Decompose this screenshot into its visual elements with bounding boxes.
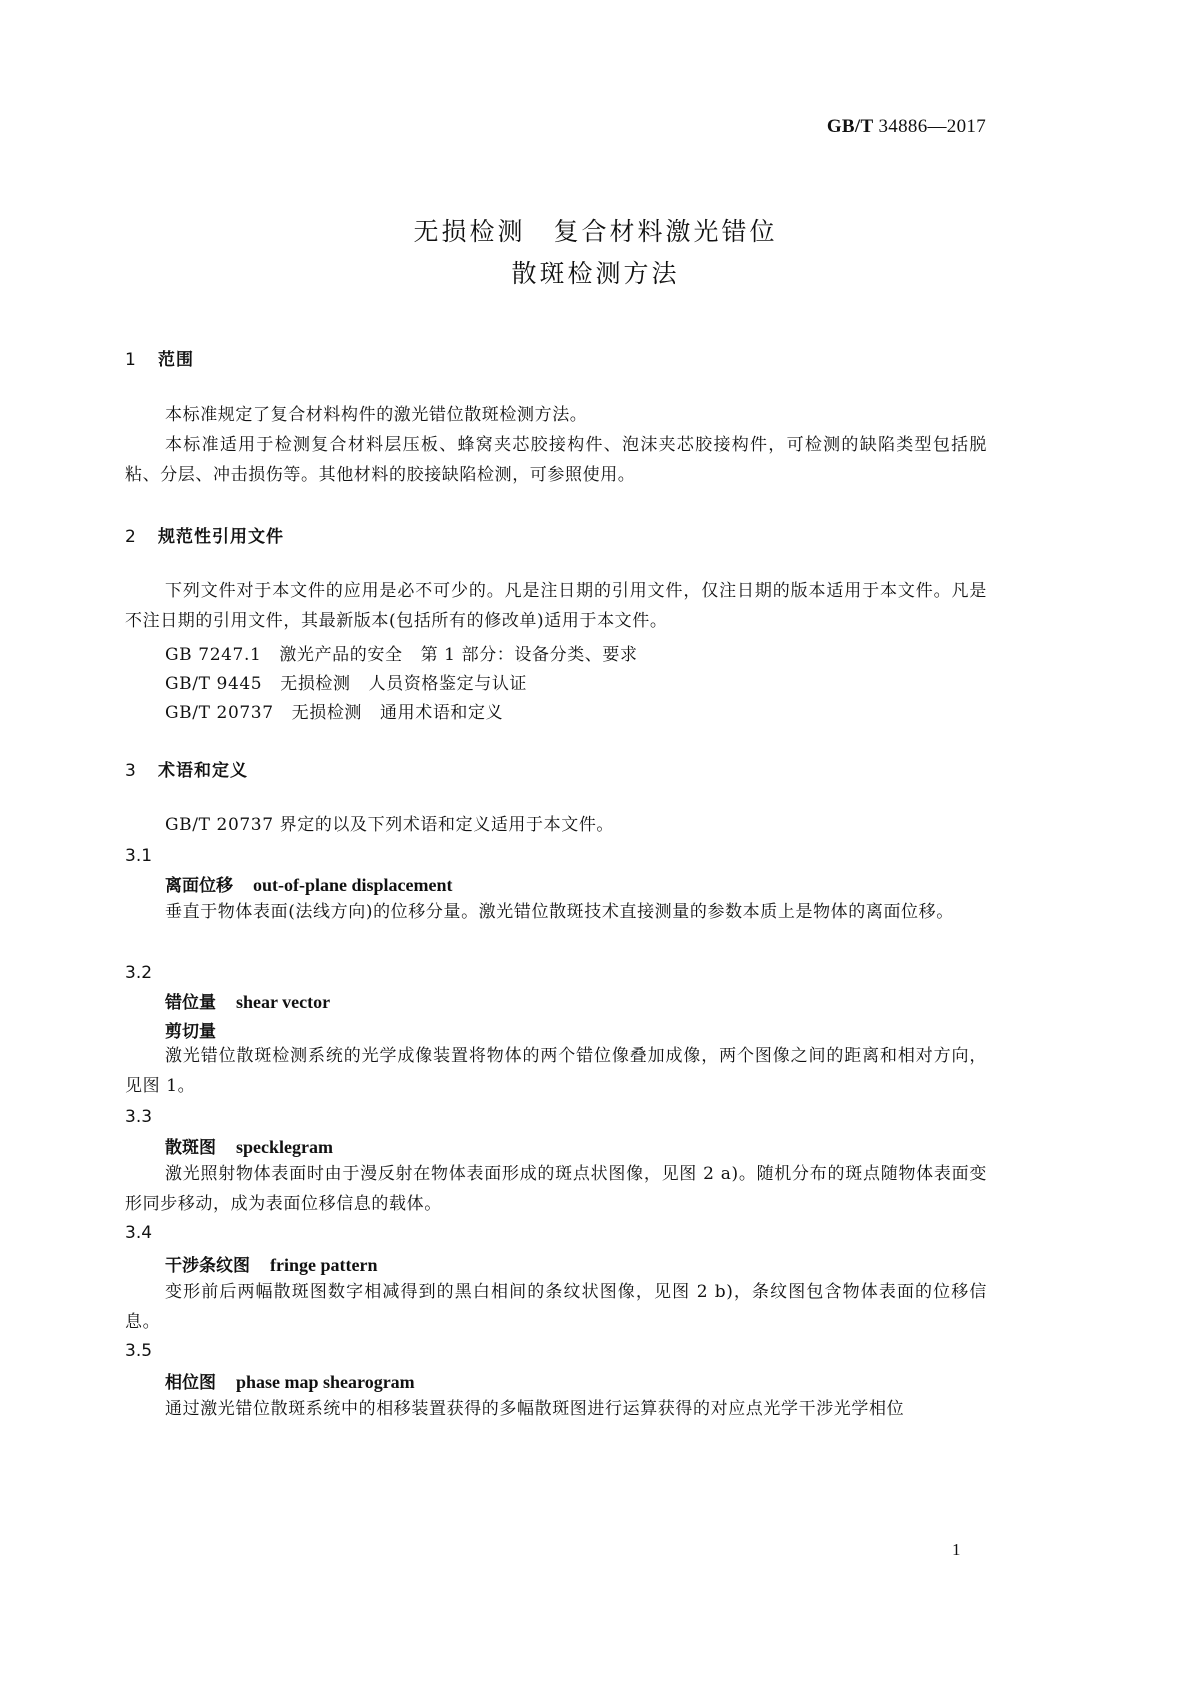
term-heading <box>165 871 453 896</box>
clause-number: 3.1 <box>125 846 153 866</box>
clause-number: 3.5 <box>125 1341 153 1361</box>
section-number: 3 <box>125 761 137 781</box>
document-title-line-2: 散斑检测方法 <box>511 259 680 288</box>
term-heading <box>165 988 330 1013</box>
reference-title: 无损检测 <box>291 703 363 723</box>
document-title-line-1: 无损检测 复合材料激光错位 <box>413 217 778 246</box>
section-number: 1 <box>125 350 137 370</box>
reference-subtitle: 人员资格鉴定与认证 <box>368 674 528 694</box>
reference-item <box>165 640 638 665</box>
reference-code: GB/T 20737 <box>165 703 274 723</box>
section-title: 规范性引用文件 <box>158 527 284 547</box>
reference-code: GB 7247.1 <box>165 645 262 665</box>
term-heading <box>165 1368 415 1393</box>
paragraph: GB/T 20737 界定的以及下列术语和定义适用于本文件。 <box>165 815 615 835</box>
section-heading-2 <box>125 522 284 547</box>
reference-title: 激光产品的安全 <box>279 645 403 665</box>
term-heading <box>165 1133 333 1158</box>
term-en: phase map shearogram <box>236 1372 415 1392</box>
clause-number: 3.2 <box>125 963 153 983</box>
term-definition: 通过激光错位散斑系统中的相移装置获得的多幅散斑图进行运算获得的对应点光学干涉光学相位 <box>165 1399 905 1419</box>
term-zh: 干涉条纹图 <box>165 1256 250 1276</box>
term-zh: 散斑图 <box>165 1138 216 1158</box>
term-en: fringe pattern <box>270 1255 378 1275</box>
term-definition: 激光错位散斑检测系统的光学成像装置将物体的两个错位像叠加成像，两个图像之间的距离和相对方向，见图 1。 <box>125 1046 987 1096</box>
term-en: shear vector <box>236 992 331 1012</box>
term-zh: 错位量 <box>165 993 216 1013</box>
term-zh: 离面位移 <box>165 876 233 896</box>
term-definition: 变形前后两幅散斑图数字相减得到的黑白相间的条纹状图像，见图 2 b)，条纹图包含物体表面的位移信息。 <box>125 1282 987 1332</box>
reference-subtitle: 第 1 部分：设备分类、要求 <box>420 645 638 665</box>
reference-code: GB/T 9445 <box>165 674 263 694</box>
paragraph: 本标准规定了复合材料构件的激光错位散斑检测方法。 <box>165 405 588 425</box>
term-zh: 相位图 <box>165 1373 216 1393</box>
clause-number: 3.3 <box>125 1107 153 1127</box>
clause-number: 3.4 <box>125 1223 153 1243</box>
standard-number: 34886—2017 <box>878 116 986 137</box>
section-title: 术语和定义 <box>158 761 248 781</box>
section-title: 范围 <box>158 350 194 370</box>
standard-code <box>827 116 986 138</box>
reference-subtitle: 通用术语和定义 <box>380 703 504 723</box>
term-en: specklegram <box>236 1137 333 1157</box>
term-en: out-of-plane displacement <box>253 875 453 895</box>
term-alt: 剪切量 <box>165 1022 216 1042</box>
paragraph: 下列文件对于本文件的应用是必不可少的。凡是注日期的引用文件，仅注日期的版本适用于本文件。凡是不注日期的引用文件，其最新版本(包括所有的修改单)适用于本文件。 <box>125 581 987 631</box>
standard-prefix: GB/T <box>826 116 874 137</box>
section-heading-1 <box>125 345 194 370</box>
section-number: 2 <box>125 527 137 547</box>
term-heading <box>165 1251 377 1276</box>
paragraph: 本标准适用于检测复合材料层压板、蜂窝夹芯胶接构件、泡沫夹芯胶接构件，可检测的缺陷类型包括脱粘、分层、冲击损伤等。其他材料的胶接缺陷检测，可参照使用。 <box>125 435 987 485</box>
reference-title: 无损检测 <box>280 674 351 694</box>
reference-item <box>165 669 527 694</box>
term-definition: 垂直于物体表面(法线方向)的位移分量。激光错位散斑技术直接测量的参数本质上是物体的离面位移。 <box>165 902 954 922</box>
term-definition: 激光照射物体表面时由于漫反射在物体表面形成的斑点状图像，见图 2 a)。随机分布的斑点随物体表面变形同步移动，成为表面位移信息的载体。 <box>125 1164 987 1214</box>
reference-item <box>165 698 503 723</box>
page-number: 1 <box>952 1540 961 1559</box>
section-heading-3 <box>125 756 248 781</box>
